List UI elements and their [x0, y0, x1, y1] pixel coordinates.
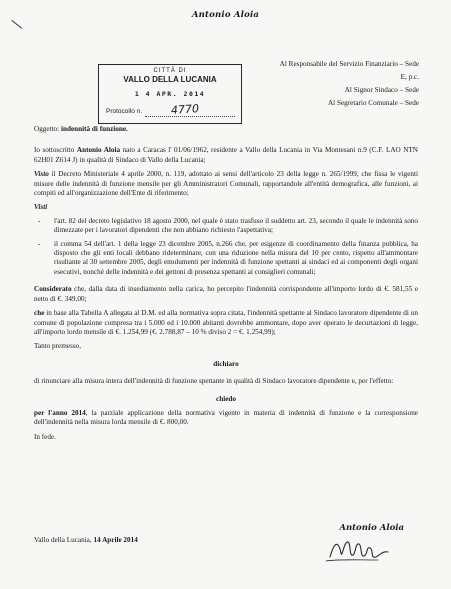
subject-label: Oggetto: [34, 125, 60, 133]
bullet-dash: - [38, 216, 41, 225]
intro-text-a: Io sottoscritto [34, 146, 77, 155]
stamp-city-label: CITTÀ DI [153, 68, 187, 74]
considerato-paragraph [34, 285, 418, 304]
corner-mark [3, 20, 22, 39]
considerato-label: Considerato [34, 285, 72, 294]
che-text: in base alla Tabella A allegata al D.M. ed alla normativa sopra citata, l'indennità spettante al Sindaco lavoratore dipendente di un comune di popolazione compresa tra i 5.000 ed i 10.000 abitanti dovrebbe ammontare, dopo aver operato le decurtazioni di legge, all'importo lordo mensile di €. 1.254,99 (€. 2.788,87 – 10 % diviso 2 = €. 1.254,99); [34, 309, 418, 336]
request-text: , la parziale applicazione della normativa vigente in materia di indennità di funzione e la corresponsione dell'indennità nella misura lorda mensile di €. 800,00. [34, 408, 418, 427]
intro-paragraph [34, 146, 418, 165]
request-paragraph [34, 409, 418, 428]
closing-date: 14 Aprile 2014 [93, 536, 138, 544]
recipient-line: E, p.c. [400, 73, 419, 81]
dichiaro-heading: dichiaro [213, 359, 239, 368]
handwritten-signature-icon [308, 533, 418, 567]
visto-label: Visto [34, 170, 49, 179]
bullet-dash: - [38, 239, 41, 248]
stamp-protocol-line [145, 116, 235, 117]
closing-place-date [34, 536, 138, 544]
visti-item [34, 240, 418, 278]
visto-text: il Decreto Ministeriale 4 aprile 2000, n. 119, adottato ai sensi dell'articolo 23 della legge n. 265/1999, che fissa le vigenti misure delle indennità di funzione mensile per gli Amministratori Comunali, rapportandole all'entità demografica, alle funzioni, ai compiti ed all'organizzazione dell'Ente di riferimento; [34, 170, 418, 198]
visti-item-text: il comma 54 dell'art. 1 della legge 23 dicembre 2005, n.266 che, per esigenze di coordinamento della finanza pubblica, ha disposto che gli enti locali debbano rideterminare, con una riduzione nella misura del 10 per cento, rispetto all'ammontare risultante al 30 settembre 2005, degli emolumenti per indennità di funzione spettanti ai sindaci ed ai componenti degli organi esecutivi, nonché delle indennità e dei gettoni di presenza spettanti ai consiglieri comunali; [54, 239, 418, 276]
request-year: per l'anno 2014 [34, 408, 86, 417]
che-label: che [34, 309, 45, 318]
considerato-text: che, dalla data di insediamento nella carica, ho percepito l'indennità corrispondente all'importo lordo di €. 581,55 e netto di €. 349,00; [34, 285, 418, 303]
signature-block [308, 523, 418, 572]
signature-name: Antonio Aloia [339, 523, 404, 533]
visti-label [34, 203, 418, 212]
tanto-premesso: Tanto premesso, [34, 342, 82, 351]
stamp-protocol-label: Protocollo n. [106, 108, 143, 115]
recipient-line: Al Segretario Comunale – Sede [327, 99, 419, 107]
protocol-stamp [98, 64, 242, 124]
intro-name: Antonio Aloia [76, 146, 121, 155]
subject-text: indennità di funzione. [60, 125, 128, 133]
visti-item [34, 217, 418, 236]
in-fede: In fede. [34, 432, 56, 441]
rinuncia-paragraph: di rinunciare alla misura intera dell'indennità di funzione spettante in qualità di Sindaco lavoratore dipendente e, per l'effetto: [34, 377, 394, 386]
stamp-date: 1 4 APR. 2014 [134, 90, 206, 98]
letterhead-name: Antonio Aloia [191, 10, 260, 20]
che-paragraph [34, 309, 418, 337]
intro-text-b: nato a Caracas l' 01/06/1962, residente a Vallo della Lucania in Via Montesani n.9 (C.F. LAO NTN 62H01 Z614 J) in qualità di Sindaco di Vallo della Lucania; [34, 146, 418, 164]
recipient-line: Al Responsabile del Servizio Finanziario – Sede [279, 60, 419, 68]
closing-place: Vallo della Lucania, [34, 536, 94, 544]
visti-item-text: l'art. 82 del decreto legislativo 18 agosto 2000, nel quale è stato trasfuso il suddetto art. 23, secondo il quale le indennità sono dimezzate per i lavoratori dipendenti che non abbiano richiesto l'aspettativa; [54, 216, 418, 235]
visto-paragraph [34, 170, 418, 198]
recipients-block [280, 58, 419, 110]
visti-label-text: Visti [34, 203, 48, 212]
stamp-city-name: VALLO DELLA LUCANIA [123, 75, 217, 84]
stamp-protocol-number: 4770 [170, 102, 200, 117]
chiedo-heading: chiedo [216, 394, 236, 403]
subject-line [34, 125, 418, 134]
recipient-line: Al Signor Sindaco – Sede [344, 86, 419, 94]
letter-body [34, 125, 418, 442]
